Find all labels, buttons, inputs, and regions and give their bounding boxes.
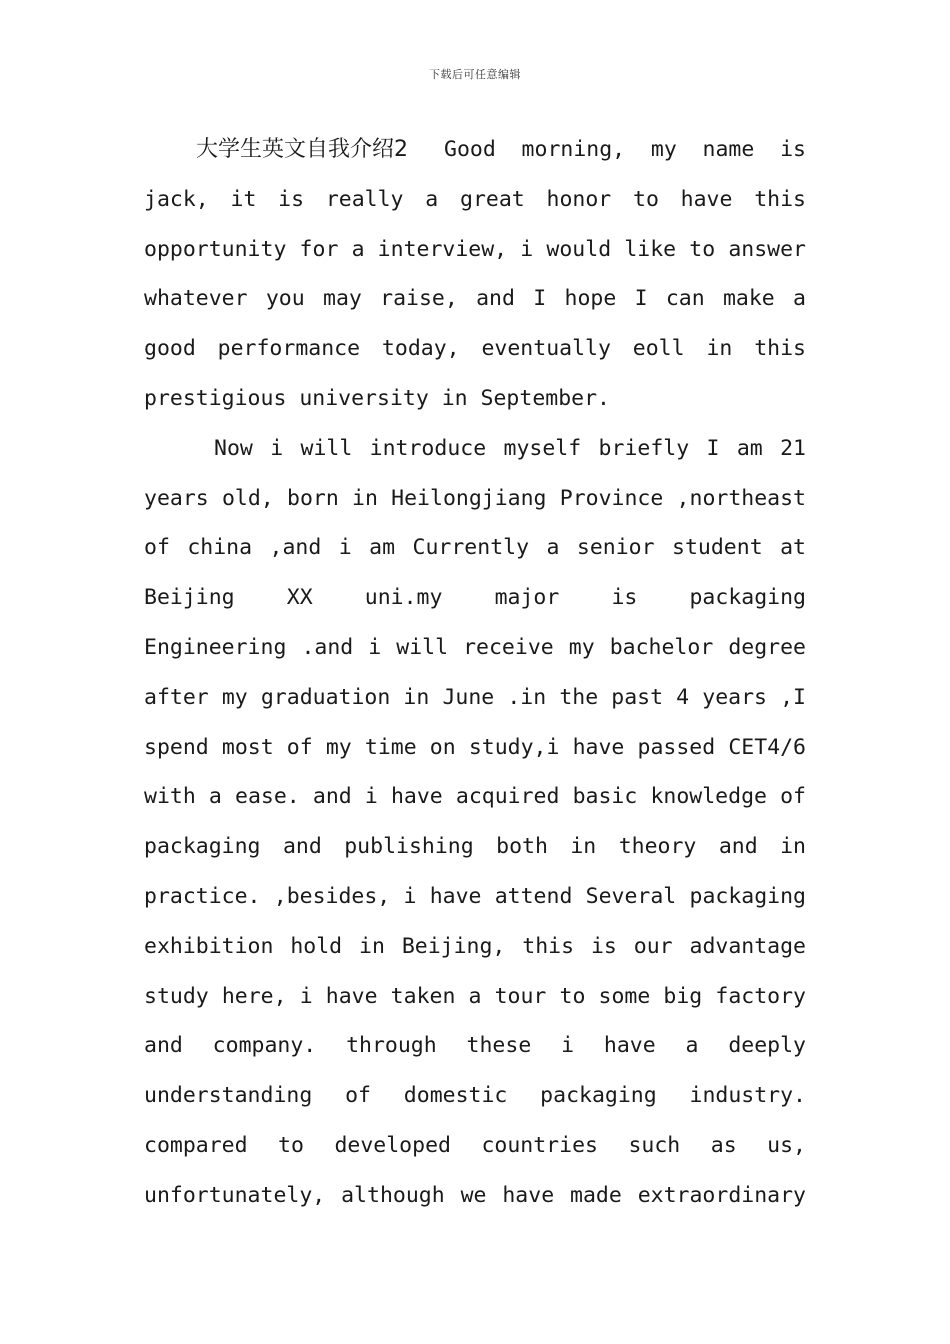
paragraph-2-line: and company. through these i have a deeply <box>144 1033 806 1059</box>
paragraph-2-line: packaging and publishing both in theory and in <box>144 834 806 860</box>
paragraph-1-line: good performance today, eventually eoll in this <box>144 336 806 362</box>
paragraph-2-line: years old, born in Heilongjiang Province ,northeast <box>144 485 806 511</box>
paragraph-2-line: of china ,and i am Currently a senior student at <box>144 535 806 561</box>
article-body <box>144 125 806 1221</box>
paragraph-2-line: with a ease. and i have acquired basic knowledge of <box>144 784 806 810</box>
paragraph-2-line: spend most of my time on study,i have passed CET4/6 <box>144 734 806 760</box>
paragraph-1-line-1 <box>144 125 806 175</box>
paragraph-2-line: practice. ,besides, i have attend Several packaging <box>144 883 806 909</box>
paragraph-1-line: opportunity for a interview, i would like to answer <box>144 236 806 262</box>
header-note: 下载后可任意编辑 <box>429 68 521 81</box>
paragraph-1-line: jack, it is really a great honor to have this <box>144 186 806 212</box>
paragraph-2-line: understanding of domestic packaging industry. <box>144 1083 806 1109</box>
article-heading: 大学生英文自我介绍2 <box>196 137 408 162</box>
paragraph-1-line: whatever you may raise, and I hope I can make a <box>144 286 806 312</box>
paragraph-1-line: prestigious university in September. <box>144 385 610 411</box>
paragraph-2-line: compared to developed countries such as us, <box>144 1132 806 1158</box>
paragraph-2-line: exhibition hold in Beijing, this is our advantage <box>144 933 806 959</box>
paragraph-2-line: Beijing XX uni.my major is packaging <box>144 585 806 611</box>
paragraph-2-line: unfortunately, although we have made extraordinary <box>144 1182 806 1208</box>
paragraph-1-text: Good morning, my name is <box>444 137 806 162</box>
paragraph-2-line: study here, i have taken a tour to some big factory <box>144 983 806 1009</box>
paragraph-2-line: after my graduation in June .in the past 4 years ,I <box>144 684 806 710</box>
paragraph-2-line: Now i will introduce myself briefly I am 21 <box>214 435 806 461</box>
paragraph-2-line: Engineering .and i will receive my bachelor degree <box>144 634 806 660</box>
